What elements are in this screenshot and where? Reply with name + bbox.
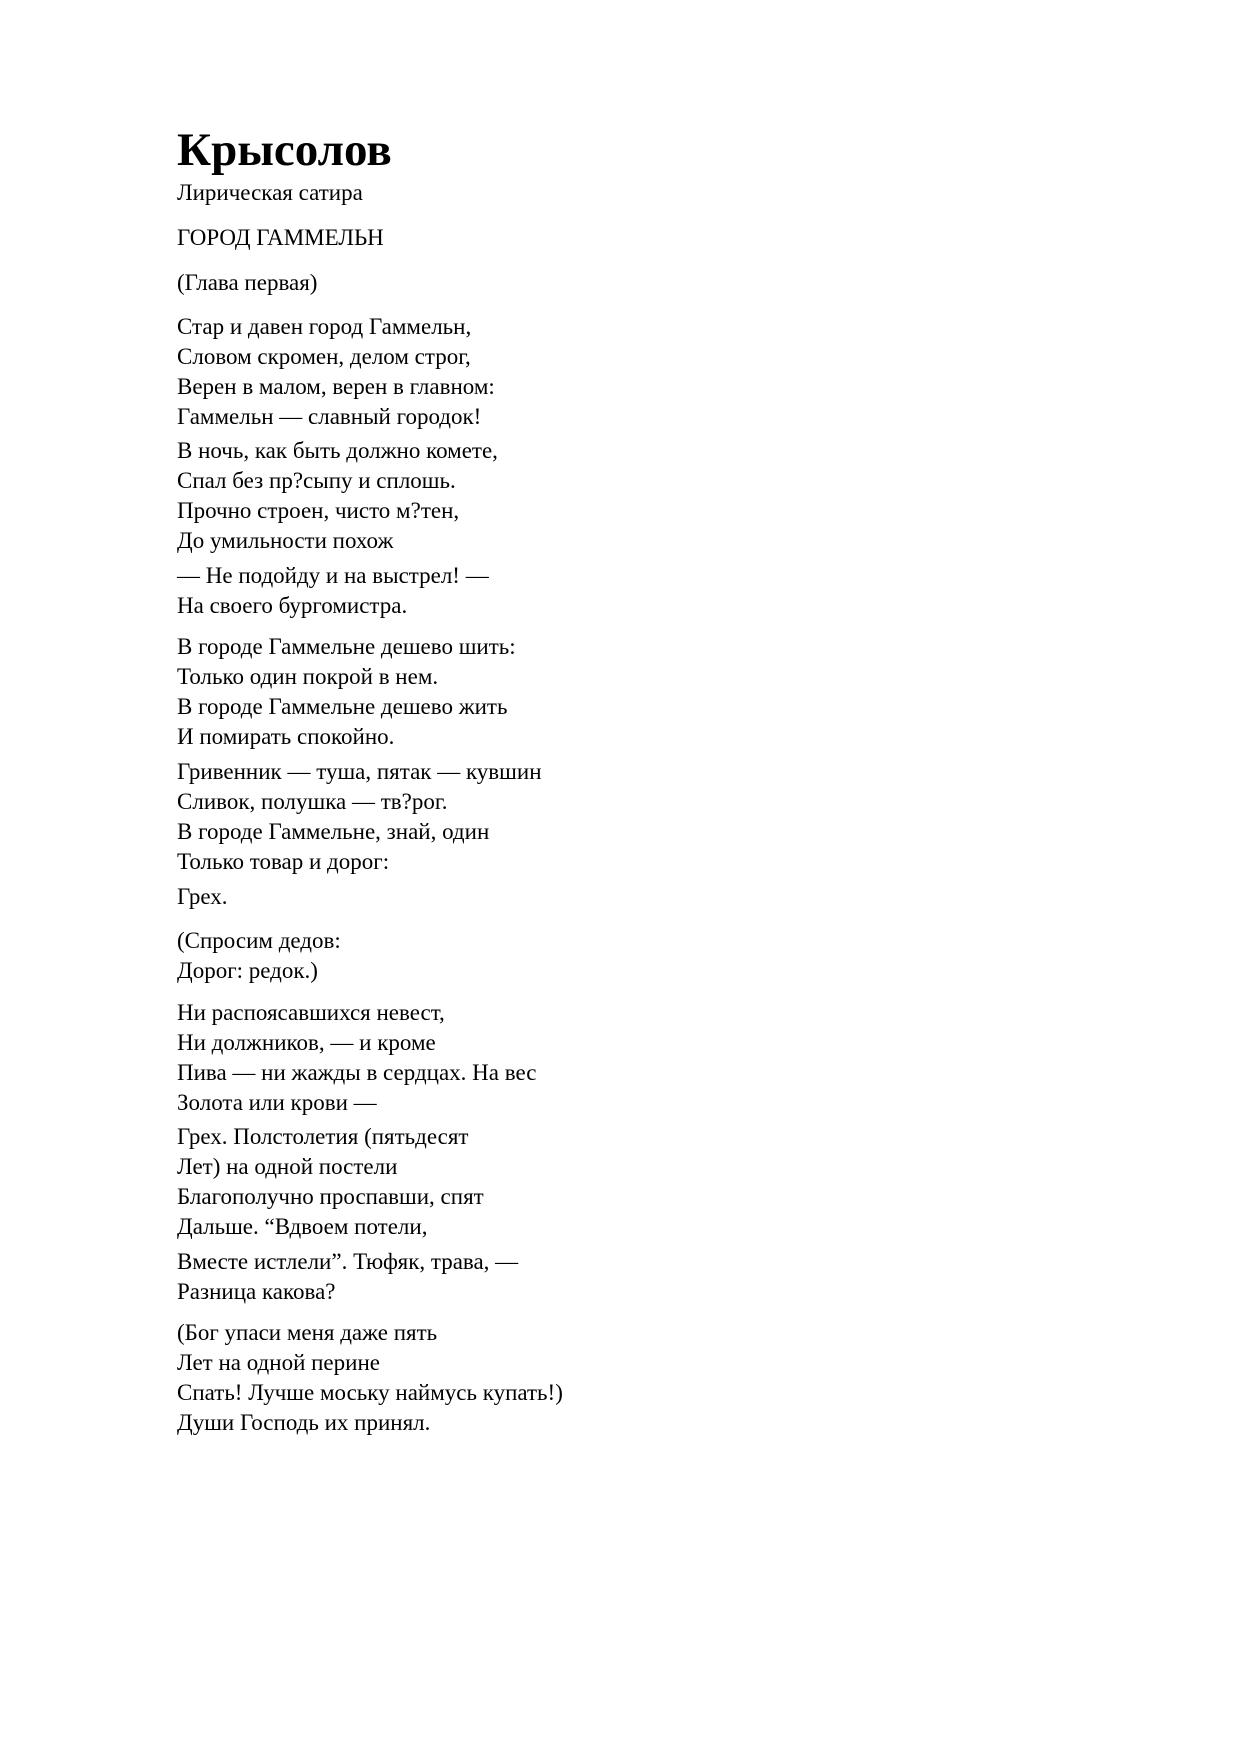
stanza-5: [177, 757, 542, 877]
verse-line: Гривенник — туша, пятак — кувшин: [177, 759, 542, 784]
verse-line: Спал без пр?сыпу и сплошь.: [177, 468, 456, 493]
stanza-6: [177, 882, 228, 912]
section-heading: ГОРОД ГАММЕЛЬН: [177, 225, 384, 250]
verse-line: В городе Гаммельне дешево жить: [177, 694, 508, 719]
verse-line: До умильности похож: [177, 528, 394, 553]
stanza-11: [177, 1318, 563, 1438]
verse-line: Словом скромен, делом строг,: [177, 344, 471, 369]
stanza-2: [177, 436, 498, 556]
verse-line: Дорог: редок.): [177, 958, 318, 983]
verse-line: В ночь, как быть должно комете,: [177, 438, 498, 463]
verse-line: Грех. Полстолетия (пятьдесят: [177, 1124, 469, 1149]
verse-line: Гаммельн — славный городок!: [177, 404, 482, 429]
verse-line: (Спросим дедов:: [177, 928, 341, 953]
document-subtitle: Лирическая сатира: [177, 180, 363, 205]
verse-line: Лет) на одной постели: [177, 1154, 398, 1179]
document-title: Крысолов: [177, 124, 392, 176]
verse-line: Дальше. “Вдвоем потели,: [177, 1214, 428, 1239]
verse-line: Души Господь их принял.: [177, 1410, 431, 1435]
verse-line: И помирать спокойно.: [177, 724, 395, 749]
stanza-8: [177, 998, 536, 1118]
verse-line: Только товар и дорог:: [177, 849, 390, 874]
chapter-heading: (Глава первая): [177, 270, 318, 295]
stanza-9: [177, 1122, 484, 1242]
verse-line: Спать! Лучше моську наймусь купать!): [177, 1380, 563, 1405]
verse-line: Пива — ни жажды в сердцах. На вес: [177, 1060, 537, 1085]
stanza-10: [177, 1247, 518, 1307]
stanza-3: [177, 561, 489, 621]
verse-line: — Не подойду и на выстрел! —: [177, 563, 489, 588]
verse-line: Грех.: [177, 884, 228, 909]
verse-line: На своего бургомистра.: [177, 593, 408, 618]
verse-line: (Бог упаси меня даже пять: [177, 1320, 438, 1345]
verse-line: Ни распоясавшихся невест,: [177, 1000, 445, 1025]
verse-line: Разница какова?: [177, 1279, 336, 1304]
verse-line: Верен в малом, верен в главном:: [177, 374, 495, 399]
verse-line: В городе Гаммельне дешево шить:: [177, 634, 516, 659]
verse-line: Ни должников, — и кроме: [177, 1030, 436, 1055]
verse-line: В городе Гаммельне, знай, один: [177, 819, 490, 844]
verse-line: Благополучно проспавши, спят: [177, 1184, 484, 1209]
verse-line: Сливок, полушка — тв?рог.: [177, 789, 448, 814]
verse-line: Прочно строен, чисто м?тен,: [177, 498, 460, 523]
verse-line: Стар и давен город Гаммельн,: [177, 314, 472, 339]
stanza-1: [177, 312, 495, 432]
stanza-7: [177, 926, 341, 986]
verse-line: Вместе истлели”. Тюфяк, трава, —: [177, 1249, 519, 1274]
verse-line: Лет на одной перине: [177, 1350, 380, 1375]
stanza-4: [177, 632, 516, 752]
verse-line: Золота или крови —: [177, 1090, 377, 1115]
verse-line: Только один покрой в нем.: [177, 664, 439, 689]
